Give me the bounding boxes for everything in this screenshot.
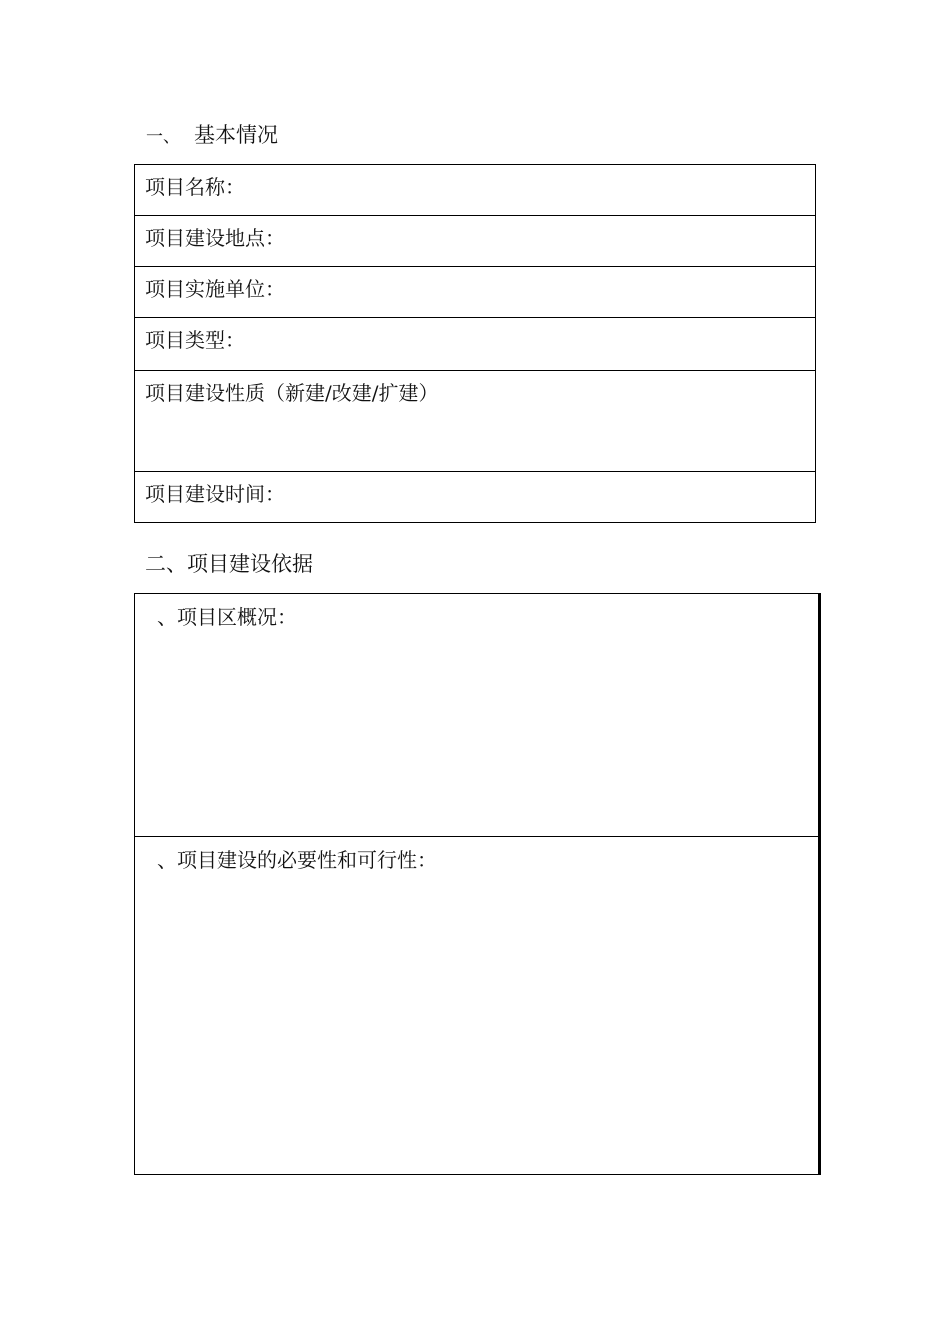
table-row [135, 472, 816, 523]
table-row [135, 165, 816, 216]
basic-info-table [134, 164, 816, 523]
table-row [135, 267, 816, 318]
basis-table [134, 593, 821, 1175]
project-area-overview-field[interactable]: 、项目区概况： [135, 594, 820, 837]
table-row [135, 216, 816, 267]
table-row [135, 318, 816, 371]
construction-nature-field[interactable]: 项目建设性质（新建/改建/扩建） [135, 371, 816, 472]
project-location-field[interactable]: 项目建设地点： [135, 216, 816, 267]
table-row [135, 837, 820, 1175]
section-1-number: 一、 [146, 127, 180, 147]
project-type-field[interactable]: 项目类型： [135, 318, 816, 371]
necessity-feasibility-field[interactable]: 、项目建设的必要性和可行性： [135, 837, 820, 1175]
section-1-title: 基本情况 [194, 123, 278, 147]
table-row [135, 371, 816, 472]
construction-time-field[interactable]: 项目建设时间： [135, 472, 816, 523]
section-2-heading: 二、项目建设依据 [145, 552, 313, 576]
project-name-field[interactable]: 项目名称： [135, 165, 816, 216]
table-row [135, 594, 820, 837]
section-1-heading [146, 122, 278, 150]
implementing-unit-field[interactable]: 项目实施单位： [135, 267, 816, 318]
